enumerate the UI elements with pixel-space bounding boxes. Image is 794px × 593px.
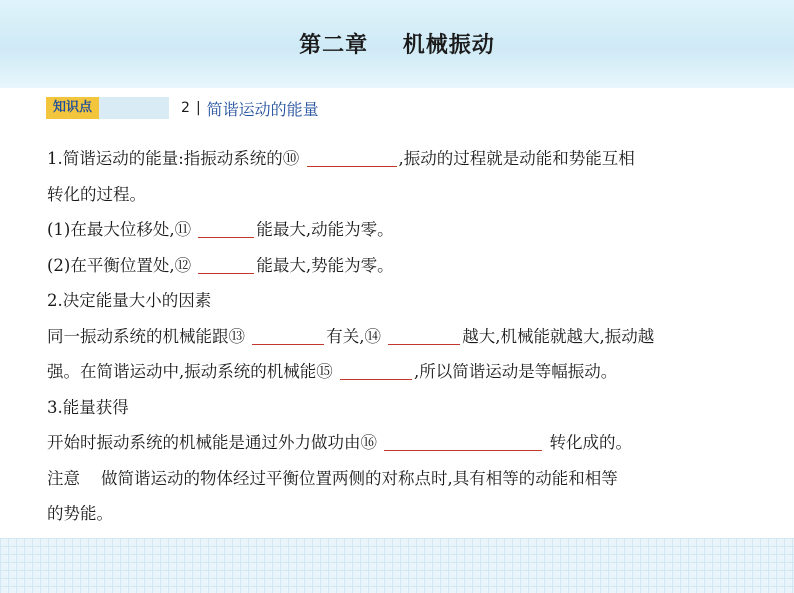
text-line-9 [47, 425, 757, 461]
heading-separator: | [195, 100, 201, 116]
line-6-pre: 同一振动系统的机械能跟⑬ [47, 326, 251, 346]
chapter-title: 第二章 机械振动 [299, 33, 495, 58]
text-line-3 [47, 212, 757, 248]
text-line-10 [47, 461, 757, 497]
text-line-4 [47, 248, 757, 284]
line-4-pre: (2)在平衡位置处,⑫ [47, 255, 197, 275]
text-line-11 [47, 496, 757, 532]
knowledge-point-number: 2 [181, 100, 190, 116]
blank-12[interactable] [198, 255, 254, 274]
line-6-post: 越大,机械能就越大,振动越 [462, 326, 655, 346]
blank-10[interactable] [307, 148, 397, 167]
blank-15[interactable] [340, 361, 412, 380]
footer-grid-decoration [0, 538, 794, 593]
blank-11[interactable] [198, 219, 254, 238]
text-line-7 [47, 354, 757, 390]
line-11-text: 的势能。 [47, 504, 113, 523]
text-line-6 [47, 319, 757, 355]
knowledge-point-title: 简谐运动的能量 [206, 99, 319, 119]
line-9-pre: 开始时振动系统的机械能是通过外力做功由⑯ [47, 433, 383, 452]
blank-13[interactable] [252, 326, 324, 345]
line-4-post: 能最大,势能为零。 [256, 255, 394, 275]
line-7-pre: 强。在简谐运动中,振动系统的机械能⑮ [47, 362, 338, 381]
line-3-post: 能最大,动能为零。 [256, 220, 394, 239]
text-line-8 [47, 390, 757, 426]
text-line-1 [47, 141, 757, 177]
blank-14[interactable] [388, 326, 460, 345]
content-body [47, 141, 757, 532]
badge-tail-band [99, 97, 169, 119]
line-2-text: 转化的过程。 [47, 184, 146, 204]
blank-16[interactable] [384, 432, 542, 451]
knowledge-point-badge: 知识点 [46, 97, 99, 119]
chapter-header [0, 0, 794, 88]
line-9-post: 转化成的。 [544, 433, 632, 452]
line-1-pre: 1.简谐运动的能量:指振动系统的⑩ [47, 149, 305, 168]
line-6-mid: 有关,⑭ [326, 326, 387, 346]
line-5-text: 2.决定能量大小的因素 [47, 291, 212, 310]
line-1-post: ,振动的过程就是动能和势能互相 [398, 149, 635, 168]
text-line-2 [47, 177, 757, 213]
line-7-post: ,所以简谐运动是等幅振动。 [414, 362, 618, 381]
line-8-text: 3.能量获得 [47, 397, 129, 417]
knowledge-point-heading [46, 96, 319, 120]
text-line-5 [47, 283, 757, 319]
line-3-pre: (1)在最大位移处,⑪ [47, 220, 197, 239]
line-10-text: 注意 做简谐运动的物体经过平衡位置两侧的对称点时,具有相等的动能和相等 [47, 468, 618, 488]
